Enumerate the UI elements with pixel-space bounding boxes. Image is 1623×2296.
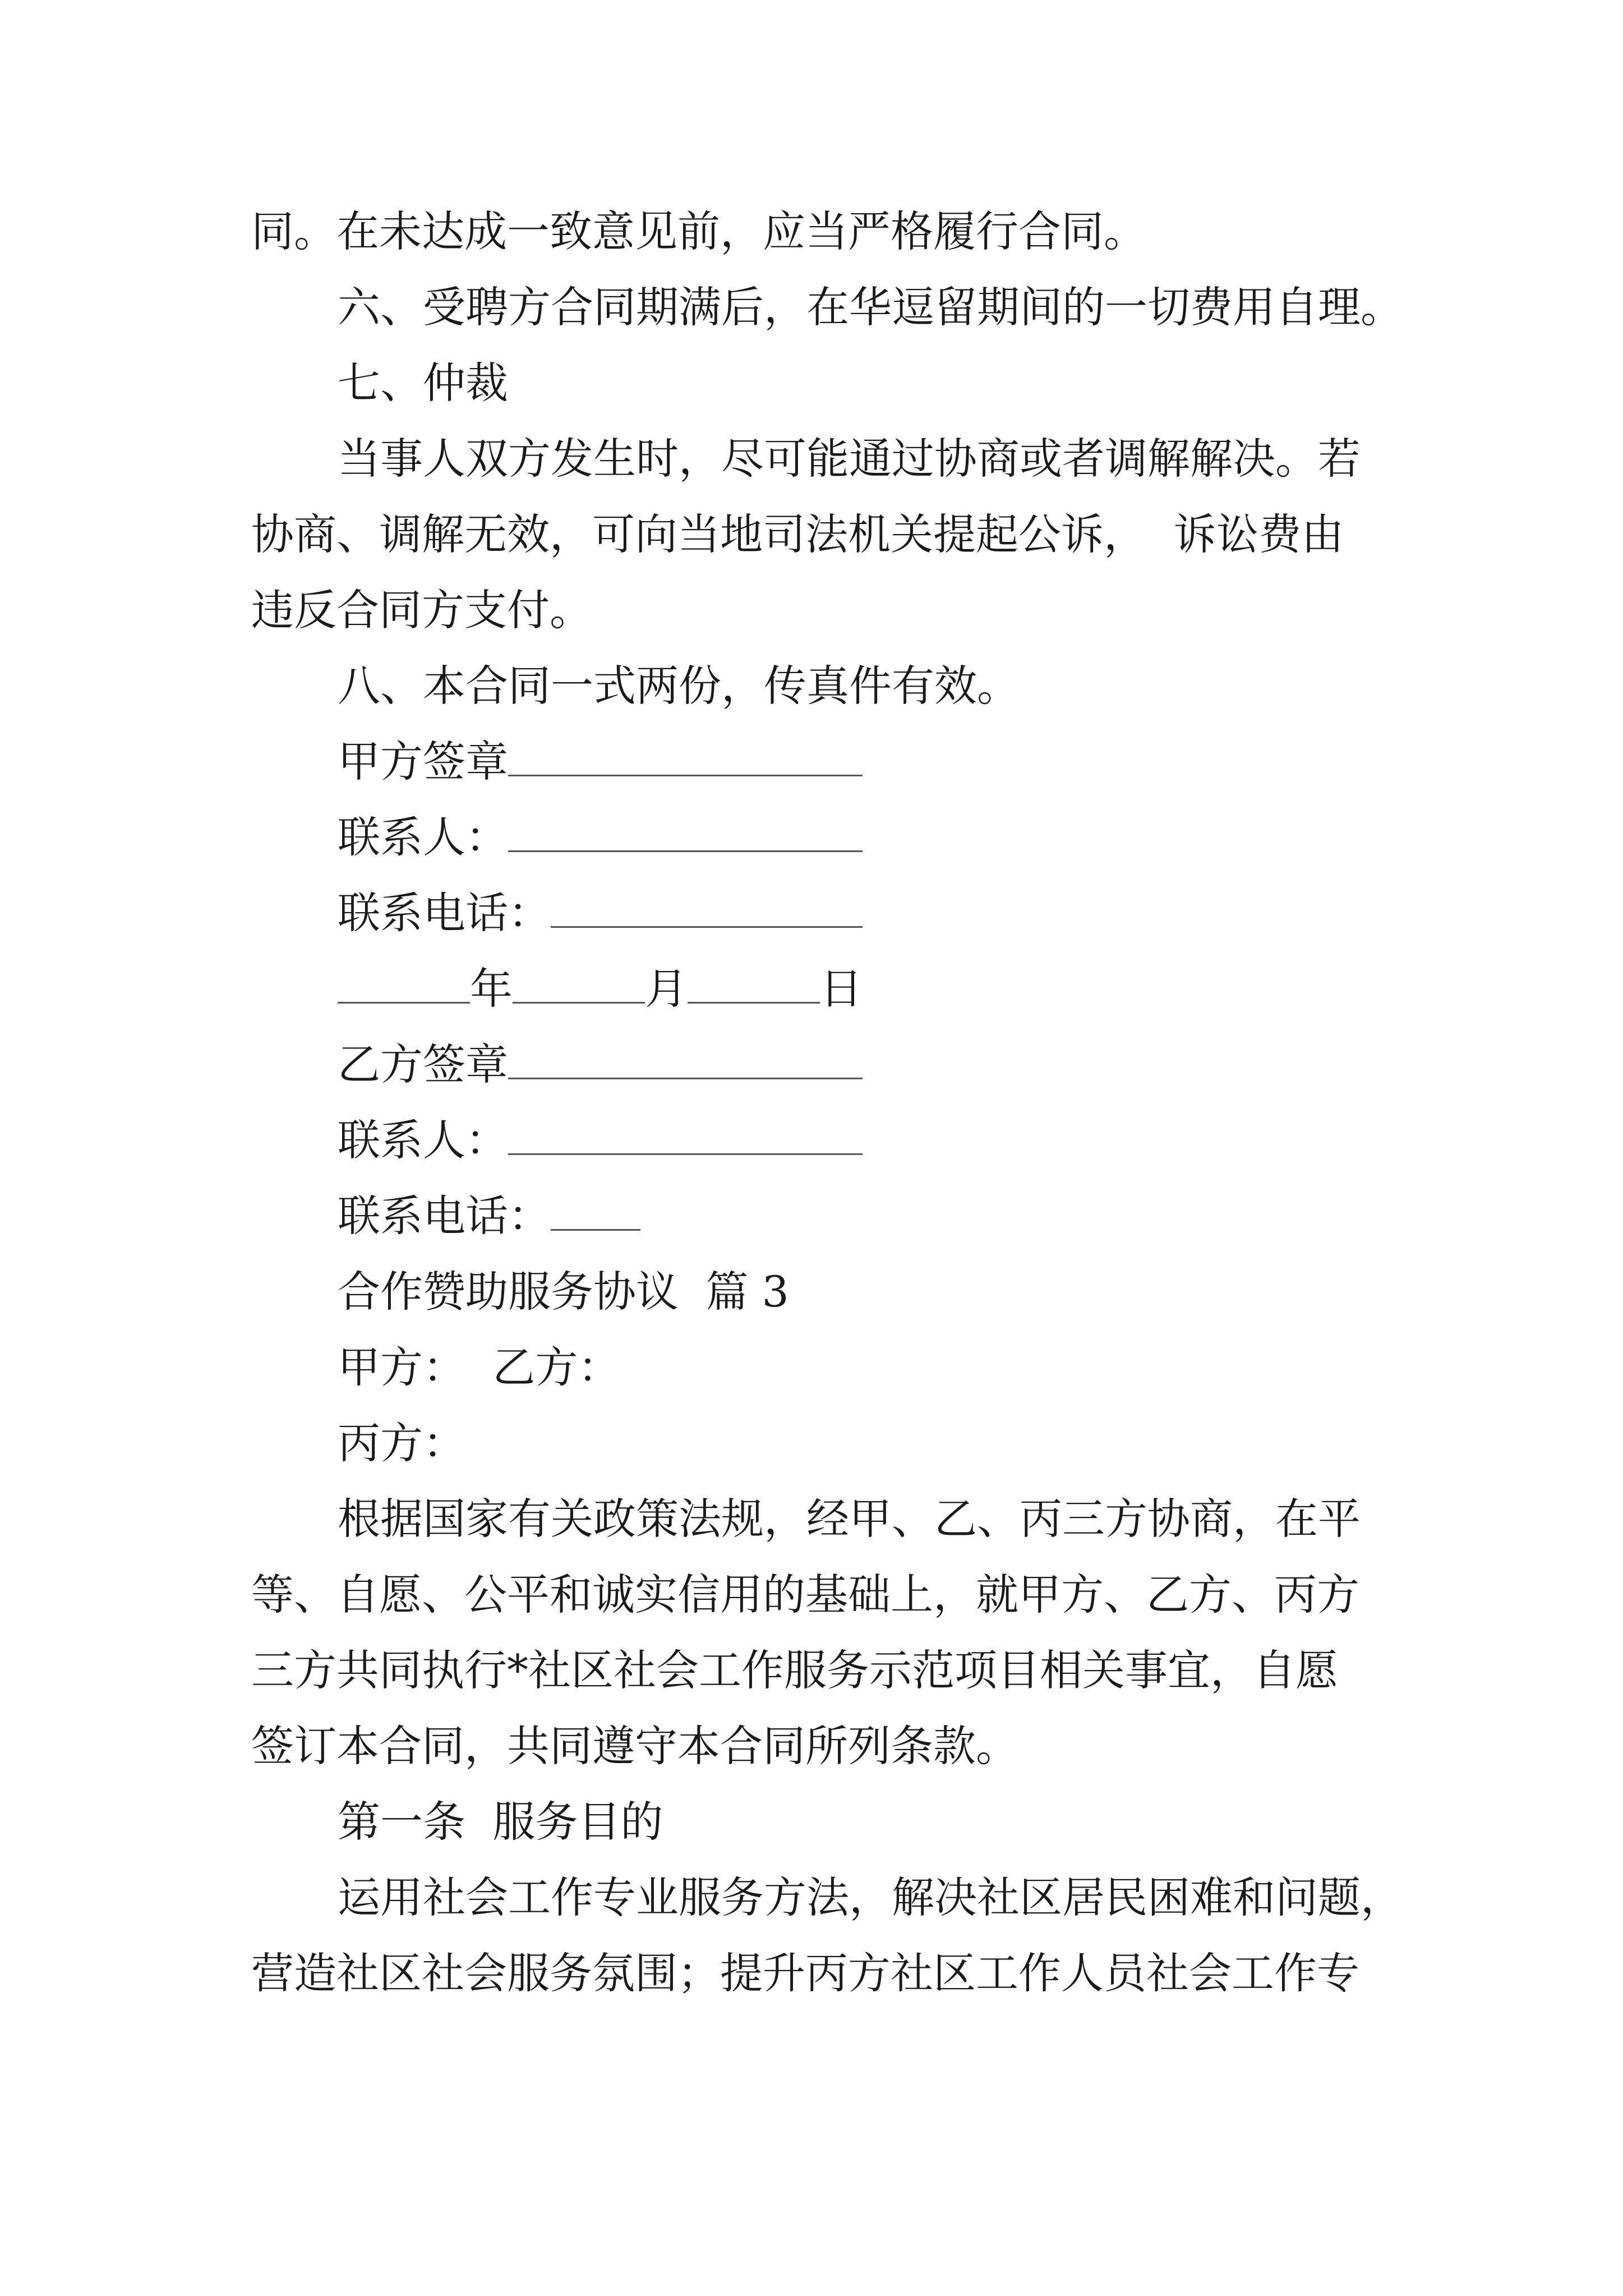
party-b-signature-blank[interactable] bbox=[508, 1043, 863, 1079]
party-a-contact-blank[interactable] bbox=[508, 816, 863, 852]
clause-seven-heading: 七、仲裁 bbox=[338, 358, 508, 408]
clause-eight: 八、本合同一式两份，传真件有效。 bbox=[338, 661, 1020, 711]
party-b-phone-row bbox=[338, 1188, 640, 1244]
month-blank[interactable] bbox=[513, 967, 645, 1004]
text-line: 当事人双方发生时，尽可能通过协商或者调解解决。若 bbox=[338, 434, 1361, 484]
party-a-phone-row bbox=[338, 885, 863, 941]
day-label: 日 bbox=[820, 964, 863, 1014]
clause-six: 六、受聘方合同期满后，在华逗留期间的一切费用自理。 bbox=[338, 282, 1403, 332]
party-a-contact-row bbox=[338, 809, 863, 866]
party-c-line: 丙方： bbox=[338, 1418, 465, 1468]
day-blank[interactable] bbox=[688, 967, 820, 1004]
text-line: 运用社会工作专业服务方法，解决社区居民困难和问题， bbox=[338, 1872, 1403, 1922]
year-blank[interactable] bbox=[338, 967, 470, 1004]
party-b-signature-label: 乙方签章 bbox=[338, 1039, 508, 1089]
text-line: 营造社区社会服务氛围；提升丙方社区工作人员社会工作专 bbox=[251, 1948, 1359, 1998]
party-a-signature-row bbox=[338, 734, 863, 790]
party-b-phone-label: 联系电话： bbox=[338, 1191, 551, 1241]
year-label: 年 bbox=[470, 964, 513, 1014]
party-b-contact-blank[interactable] bbox=[508, 1119, 863, 1155]
party-b-signature-row bbox=[338, 1037, 863, 1093]
text-line: 同。在未达成一致意见前，应当严格履行合同。 bbox=[251, 206, 1146, 256]
section-title: 合作赞助服务协议 篇 3 bbox=[338, 1267, 789, 1317]
party-a-b-line: 甲方： 乙方： bbox=[338, 1342, 621, 1392]
party-a-signature-blank[interactable] bbox=[508, 740, 863, 776]
text-line: 违反合同方支付。 bbox=[251, 585, 592, 635]
article-one-heading: 第一条 服务目的 bbox=[338, 1797, 663, 1847]
text-line: 根据国家有关政策法规，经甲、乙、丙三方协商，在平 bbox=[338, 1494, 1361, 1544]
party-b-contact-label: 联系人： bbox=[338, 1115, 508, 1165]
party-a-signature-label: 甲方签章 bbox=[338, 737, 508, 786]
party-a-phone-label: 联系电话： bbox=[338, 888, 551, 938]
text-line: 签订本合同，共同遵守本合同所列条款。 bbox=[251, 1721, 1018, 1771]
party-b-contact-row bbox=[338, 1112, 863, 1168]
month-label: 月 bbox=[645, 964, 688, 1014]
date-row bbox=[338, 961, 863, 1017]
text-line: 三方共同执行*社区社会工作服务示范项目相关事宜，自愿 bbox=[251, 1645, 1338, 1695]
party-a-phone-blank[interactable] bbox=[551, 891, 863, 928]
party-b-phone-blank[interactable] bbox=[551, 1194, 640, 1231]
text-line: 等、自愿、公平和诚实信用的基础上，就甲方、乙方、丙方 bbox=[251, 1570, 1359, 1619]
text-line: 协商、调解无效，可向当地司法机关提起公诉， 诉讼费由 bbox=[251, 509, 1344, 559]
party-a-contact-label: 联系人： bbox=[338, 812, 508, 862]
